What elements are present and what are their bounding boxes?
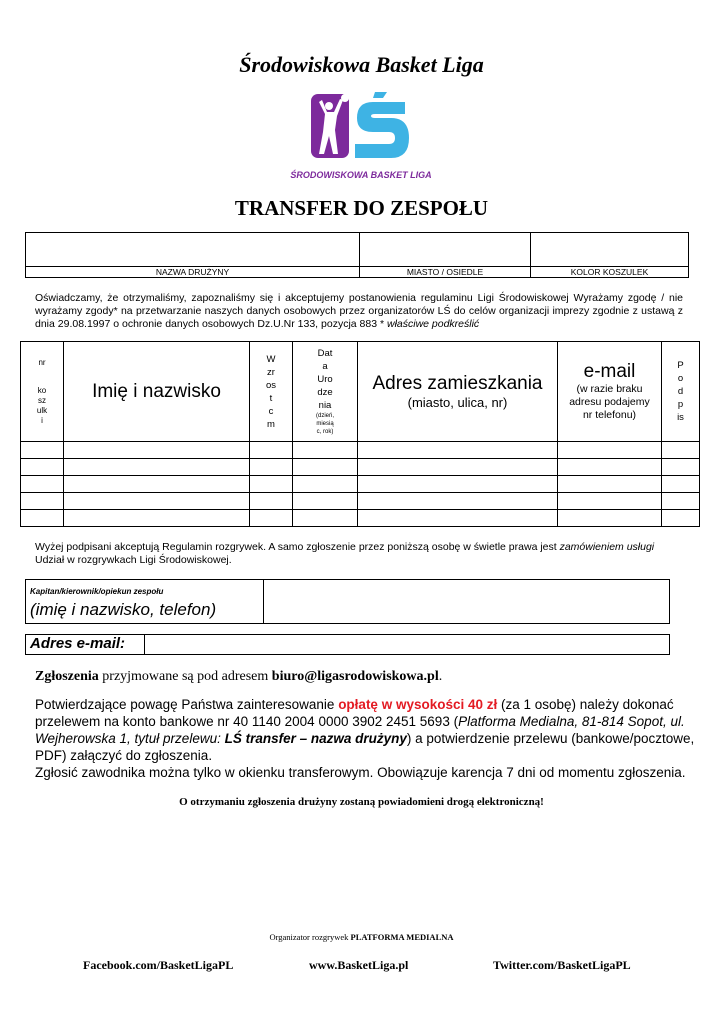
player-cell[interactable]	[250, 442, 293, 459]
email-input[interactable]	[145, 635, 669, 654]
col-header-name: Imię i nazwisko	[64, 342, 250, 442]
col-header-birthdate: Dat a Uro dze nia (dzień, miesią c, rok)	[293, 342, 358, 442]
consent-note: właściwe podkreślić	[386, 318, 480, 330]
player-cell[interactable]	[558, 459, 662, 476]
captain-label-cell	[26, 580, 264, 623]
player-cell[interactable]	[293, 493, 358, 510]
notice-text: O otrzymaniu zgłoszenia drużyny zostaną powiadomieni drogą elektroniczną!	[179, 796, 544, 808]
player-cell[interactable]	[358, 476, 558, 493]
captain-box	[25, 579, 670, 624]
captain-label: Kapitan/kierownik/opiekun zespołu	[30, 587, 164, 596]
city-field[interactable]	[360, 233, 531, 277]
submission-email-link[interactable]: biuro@ligasrodowiskowa.pl	[271, 669, 439, 684]
city-label: MIASTO / OSIEDLE	[360, 266, 530, 277]
logo-caption: ŚRODOWISKOWA BASKET LIGA	[290, 170, 432, 180]
player-cell[interactable]	[558, 493, 662, 510]
player-row	[21, 442, 700, 459]
col-header-nr: nr ko sz ulk i	[21, 342, 64, 442]
player-cell[interactable]	[64, 476, 250, 493]
form-title: TRANSFER DO ZESPOŁU	[234, 196, 489, 220]
player-cell[interactable]	[64, 510, 250, 527]
email-label: Adres e-mail:	[30, 635, 126, 652]
player-row	[21, 476, 700, 493]
basketball-player-logo-icon	[290, 92, 432, 184]
team-name-label: NAZWA DRUŻYNY	[26, 266, 359, 277]
players-header-row	[21, 342, 700, 442]
organizer-line: Organizator rozgrywek PLATFORMA MEDIALNA	[269, 932, 454, 942]
twitter-link[interactable]: Twitter.com/BasketLigaPL	[493, 958, 631, 972]
player-cell[interactable]	[293, 459, 358, 476]
consent-text: Oświadczamy, że otrzymaliśmy, zapoznaliśmy się i akceptujemy postanowienia regulaminu Ligi Środowiskowej Wyrażamy zgodę / nie wyrażamy zgody* na przetwarzanie naszych danych osobowych przez organizatorów LŚ do celów organizacji imprezy zgodnie z ustawą z dnia 29.08.1997 o ochronie danych osobowych Dz.U.Nr 133, pozycja 883 *	[35, 292, 683, 330]
player-cell[interactable]	[293, 510, 358, 527]
email-box	[25, 634, 670, 655]
league-title: Środowiskowa Basket Liga	[239, 52, 484, 77]
player-cell[interactable]	[358, 459, 558, 476]
player-cell[interactable]	[250, 493, 293, 510]
player-cell[interactable]	[662, 459, 700, 476]
player-cell[interactable]	[64, 459, 250, 476]
player-cell[interactable]	[358, 442, 558, 459]
player-cell[interactable]	[21, 493, 64, 510]
col-header-email: e-mail (w razie braku adresu podajemy nr telefonu)	[558, 342, 662, 442]
player-cell[interactable]	[358, 510, 558, 527]
player-cell[interactable]	[21, 442, 64, 459]
player-row	[21, 510, 700, 527]
player-cell[interactable]	[64, 493, 250, 510]
player-cell[interactable]	[21, 510, 64, 527]
payment-paragraph: Potwierdzające powagę Państwa zainteresowanie opłatę w wysokości 40 zł (za 1 osobę) należy dokonać przelewem na konto bankowe nr 40 1140 2004 0000 3902 2451 5693 (Platforma Medialna, 81-814 Sopot, ul. Wejherowska 1, tytuł przelewu: LŚ transfer – nazwa drużyny) a potwierdzenie przelewu (bankowe/pocztowe, PDF) załączyć do zgłoszenia. Zgłosić zawodnika można tylko w okienku transferowym. Obowiązuje karencja 7 dni od momentu zgłoszenia.	[35, 697, 695, 780]
player-cell[interactable]	[558, 510, 662, 527]
player-cell[interactable]	[250, 459, 293, 476]
player-cell[interactable]	[662, 442, 700, 459]
col-header-address: Adres zamieszkania (miasto, ulica, nr)	[358, 342, 558, 442]
player-cell[interactable]	[662, 493, 700, 510]
submissions-line: Zgłoszenia przyjmowane są pod adresem biuro@ligasrodowiskowa.pl.	[35, 669, 443, 684]
player-cell[interactable]	[293, 442, 358, 459]
col-header-signature: P o d p is	[662, 342, 700, 442]
player-row	[21, 459, 700, 476]
jersey-color-label: KOLOR KOSZULEK	[531, 266, 688, 277]
facebook-link[interactable]: Facebook.com/BasketLigaPL	[83, 958, 234, 972]
player-cell[interactable]	[662, 510, 700, 527]
acceptance-paragraph: Wyżej podpisani akceptują Regulamin rozgrywek. A samo zgłoszenie przez poniższą osobę w świetle prawa jest zamówieniem usługi Udział w rozgrywkach Ligi Środowiskowej.	[35, 541, 655, 566]
player-cell[interactable]	[558, 476, 662, 493]
player-cell[interactable]	[250, 510, 293, 527]
player-row	[21, 493, 700, 510]
player-cell[interactable]	[558, 442, 662, 459]
consent-paragraph	[35, 292, 683, 331]
player-cell[interactable]	[64, 442, 250, 459]
fee-amount: opłatę w wysokości 40 zł	[338, 697, 498, 712]
team-name-field[interactable]	[26, 233, 360, 277]
players-table	[20, 341, 700, 527]
player-cell[interactable]	[250, 476, 293, 493]
col-header-height: W zr os t c m	[250, 342, 293, 442]
player-cell[interactable]	[662, 476, 700, 493]
team-info-table	[25, 232, 689, 278]
player-cell[interactable]	[21, 476, 64, 493]
league-logo	[290, 92, 432, 184]
website-link[interactable]: www.BasketLiga.pl	[309, 958, 409, 972]
player-cell[interactable]	[293, 476, 358, 493]
captain-sublabel: (imię i nazwisko, telefon)	[30, 600, 217, 619]
email-label-cell	[26, 635, 145, 654]
captain-input[interactable]	[264, 580, 669, 623]
player-cell[interactable]	[358, 493, 558, 510]
player-cell[interactable]	[21, 459, 64, 476]
jersey-color-field[interactable]	[531, 233, 688, 277]
